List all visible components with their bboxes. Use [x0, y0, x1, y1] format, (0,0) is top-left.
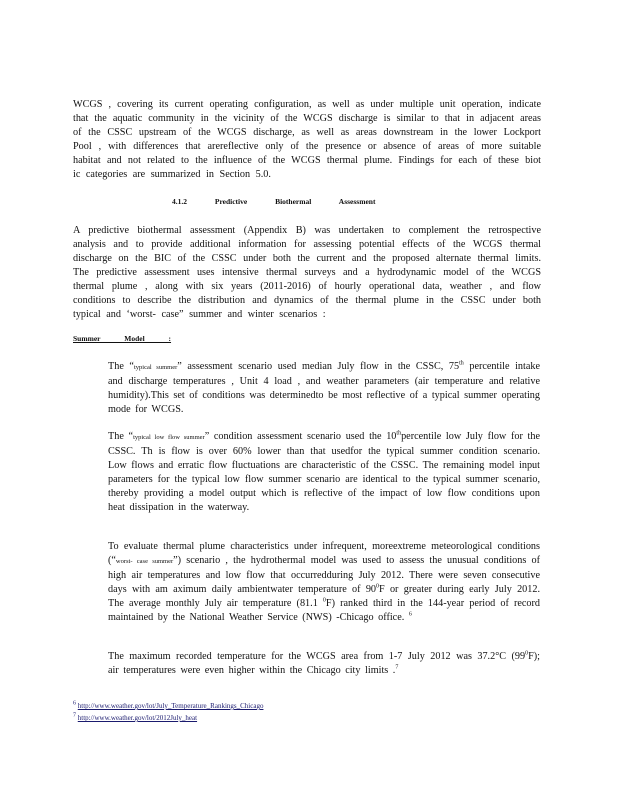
bullet-text: The “typical summer” assessment scenario used median July flow in the CSSC, 75th percentile intake and discharge temperatures , Unit 4 load , and weather parameters (air temperature and relative humidity).This set of conditions was determinedto be most reflective of a typical summer operating mode for WCGS. [108, 360, 540, 415]
footnote-item: $^6$ http://www.weather.gov/lot/July_Temperature_Rankings_Chicago [73, 700, 264, 710]
footnote-item: $^7$ http://www.weather.gov/lot/2012July_heat [73, 712, 198, 722]
summer-model-label: Summer Model : [73, 334, 172, 343]
intro-paragraph: WCGS , covering its current operating configuration, as well as under multiple unit operation, indicate that the aquatic community in the vicinity of the WCGS discharge is similar to that in adjacent areas of the CSSC upstream of the WCGS discharge, as well as areas downstream in the lower Lockport Pool , with differences that arereflective only of the presence or absence of areas of more suitable habitat and not related to the influence of the WCGS thermal plume. Findings for each of these biot ic categories are summarized in Section 5.0. [73, 99, 541, 180]
footnote-ref[interactable]: 6 [408, 611, 412, 618]
section-heading: 4.1.2 Predictive Biothermal Assessment [172, 197, 376, 206]
footnote-ref[interactable]: 7 [395, 664, 399, 671]
bullet-text: To evaluate thermal plume characteristics under infrequent, moreextreme meteorological conditions (“worst- case summer”) scenario , the hydrothermal model was used to assess the unusual conditions of high air temperatures and low flow that occurredduring July 2012. There were seven consecutive days with am aximum daily ambientwater temperature of $90^0F$ or greater during early July 2012. The average monthly July air temperature (81.1 $^0$F) ranked third in the 144-year period of record maintained by the National Weather Service (NWS) -Chicago office. $^6$ [108, 541, 541, 623]
footnotes [73, 700, 543, 724]
footnote-link[interactable]: http://www.weather.gov/lot/July_Temperature_Rankings_Chicago [77, 702, 264, 710]
scenario-term: worst- case summer [115, 558, 174, 565]
predictive-assessment-paragraph: A predictive biothermal assessment (Appendix B) was undertaken to complement the retrospective analysis and to provide additional information for assessing potential effects of the WCGS thermal discharge on the BIC of the CSSC under both the current and the proposed alternate thermal limits. The predictive assessment uses intensive thermal surveys and a hydrodynamic model of the WCGS thermal plume , along with six years (2011-2016) of hourly operational data, weather , and flow conditions to describe the distribution and dynamics of the thermal plume in the CSSC under both typical and ‘worst- case” summer and winter scenarios : [73, 225, 541, 320]
footnote-link[interactable]: http://www.weather.gov/lot/2012July_heat [77, 714, 198, 722]
max-temperature-paragraph: The maximum recorded temperature for the WCGS area from 1-7 July 2012 was 37.2°C $(99^0F)$; air temperatures were even higher within the Chicago city limits .$^7$ [108, 650, 540, 676]
scenario-term: typical low flow summer [133, 434, 205, 441]
scenario-term: typical summer [133, 364, 178, 371]
bullet-text: The “typical low flow summer” condition assessment scenario used the 10thpercentile low July flow for the CSSC. Th is flow is over 60% lower than that usedfor the typical summer condition scenario. Low flows and erratic flow fluctuations are characteristic of the CSSC. The remaining model input parameters for the typical low flow summer scenario are identical to the typical summer scenario, thereby providing a model output which is reflective of the impact of low flow conditions upon heat dissipation in the waterway. [108, 430, 540, 513]
